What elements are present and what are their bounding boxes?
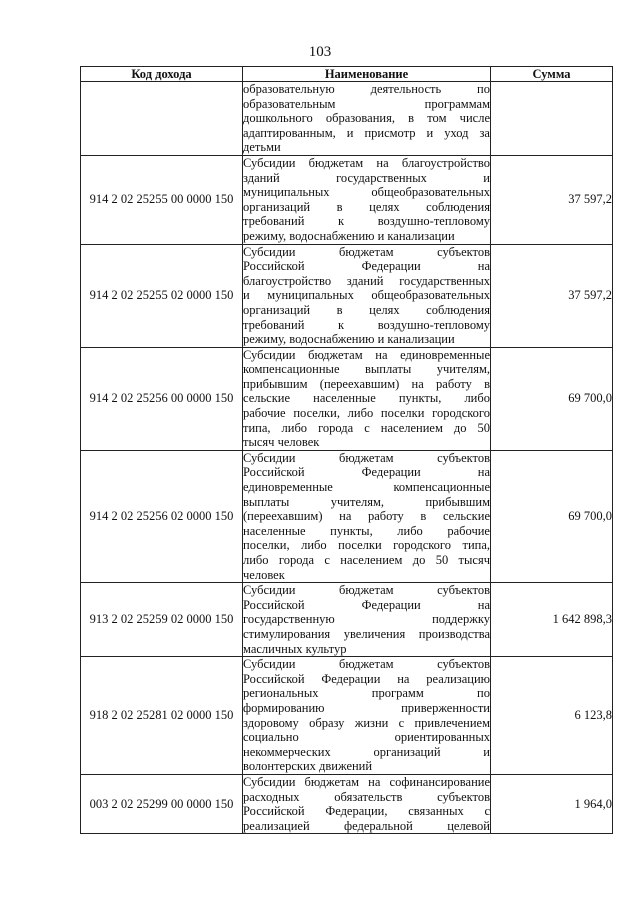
income-name-line: организаций в целях соблюдения	[243, 199, 490, 214]
income-sum: 1 642 898,3	[491, 583, 613, 657]
income-name-line: Российской Федерации на	[243, 465, 490, 480]
income-name-line: либо города с населением до 50 тысяч	[243, 553, 490, 567]
income-code: 914 2 02 25256 00 0000 150	[81, 347, 243, 450]
income-name-line: государственную поддержку	[243, 612, 490, 627]
income-name-line: организаций в целях соблюдения	[243, 302, 490, 317]
income-name-line: стимулирования увеличения производства	[243, 626, 490, 641]
income-name-line: (переехавшим) на работу в сельские	[243, 509, 490, 524]
income-name-line: человек	[243, 567, 285, 582]
income-code: 914 2 02 25255 00 0000 150	[81, 155, 243, 244]
income-name-line: прибывшим (переехавшим) на работу в	[243, 376, 490, 391]
income-name	[243, 583, 491, 657]
header-name: Наименование	[243, 67, 491, 82]
header-code: Код дохода	[81, 67, 243, 82]
table-row	[81, 774, 613, 833]
income-name-line: социально ориентированных	[243, 730, 490, 745]
income-name-line: образовательным программам	[243, 96, 490, 111]
income-name-line: Субсидии бюджетам субъектов	[243, 657, 490, 672]
income-name-line: Субсидии бюджетам на единовременные	[243, 347, 490, 362]
income-sum: 37 597,2	[491, 155, 613, 244]
income-name	[243, 774, 491, 833]
income-sum: 69 700,0	[491, 450, 613, 582]
income-name-line: требований к воздушно-тепловому	[243, 214, 490, 229]
income-name	[243, 450, 491, 582]
table-row	[81, 244, 613, 347]
income-name-line: здоровому образу жизни с привлечением	[243, 715, 490, 730]
income-name-line: формированию приверженности	[243, 700, 490, 715]
table-header-row	[81, 67, 613, 82]
income-sum: 6 123,8	[491, 657, 613, 775]
income-sum	[491, 82, 613, 156]
income-name-line: детьми	[243, 140, 281, 155]
income-name-line: образовательную деятельность по	[243, 82, 490, 96]
table-row	[81, 583, 613, 657]
income-name-line: адаптированным, и присмотр и уход за	[243, 125, 490, 140]
income-name-line: Российской Федерации, связанных с	[243, 804, 490, 819]
income-name	[243, 657, 491, 775]
income-name-line: дошкольного образования, в том числе	[243, 111, 490, 126]
income-name-line: региональных программ по	[243, 686, 490, 701]
income-code: 914 2 02 25256 02 0000 150	[81, 450, 243, 582]
income-name-line: требований к воздушно-тепловому	[243, 317, 490, 332]
income-name-line: Субсидии бюджетам на софинансирование	[243, 774, 490, 789]
income-name-line: муниципальных общеобразовательных	[243, 185, 490, 200]
table-row	[81, 347, 613, 450]
income-name-line: единовременные компенсационные	[243, 480, 490, 495]
income-code: 914 2 02 25255 02 0000 150	[81, 244, 243, 347]
income-name-line: режиму, водоснабжению и канализации	[243, 332, 455, 347]
income-name-line: расходных обязательств субъектов	[243, 789, 490, 804]
income-name-line: Российской Федерации на реализацию	[243, 671, 490, 686]
income-code: 003 2 02 25299 00 0000 150	[81, 774, 243, 833]
income-code: 918 2 02 25281 02 0000 150	[81, 657, 243, 775]
income-name-line: сельские населенные пункты, либо	[243, 391, 490, 406]
income-name-line: Российской Федерации на	[243, 597, 490, 612]
income-name-line: поселки, либо поселки городского типа,	[243, 538, 490, 553]
income-name-line: зданий государственных и	[243, 170, 490, 185]
table-row	[81, 450, 613, 582]
income-name-line: Субсидии бюджетам субъектов	[243, 583, 490, 598]
income-name	[243, 347, 491, 450]
income-name-line: Субсидии бюджетам на благоустройство	[243, 155, 490, 170]
income-sum: 69 700,0	[491, 347, 613, 450]
income-name-line: реализацией федеральной целевой	[243, 818, 490, 833]
income-name-line: волонтерских движений	[243, 759, 373, 774]
page-number: 103	[308, 44, 332, 60]
income-name-line: Субсидии бюджетам субъектов	[243, 244, 490, 259]
income-name-line: населенные пункты, либо рабочие	[243, 523, 490, 538]
table-row	[81, 82, 613, 156]
income-name-line: некоммерческих организаций и	[243, 744, 490, 759]
income-name-line: режиму, водоснабжению и канализации	[243, 228, 455, 243]
revenue-table	[80, 66, 613, 834]
income-name-line: рабочие поселки, либо поселки городского	[243, 406, 490, 421]
income-name	[243, 82, 491, 156]
income-name-line: благоустройство зданий государственных	[243, 273, 490, 288]
table-row	[81, 155, 613, 244]
header-sum: Сумма	[491, 67, 613, 82]
income-sum: 1 964,0	[491, 774, 613, 833]
income-name-line: типа, либо города с населением до 50	[243, 420, 490, 435]
income-name-line: Российской Федерации на	[243, 259, 490, 274]
income-name-line: масличных культур	[243, 641, 347, 656]
table-body	[81, 82, 613, 834]
income-name-line: выплаты учителям, прибывшим	[243, 494, 490, 509]
income-code: 913 2 02 25259 02 0000 150	[81, 583, 243, 657]
income-code	[81, 82, 243, 156]
income-name-line: и муниципальных общеобразовательных	[243, 288, 490, 303]
table-row	[81, 657, 613, 775]
income-name-line: компенсационные выплаты учителям,	[243, 362, 490, 377]
income-name-line: тысяч человек	[243, 435, 320, 450]
income-sum: 37 597,2	[491, 244, 613, 347]
income-name-line: Субсидии бюджетам субъектов	[243, 450, 490, 465]
income-name	[243, 244, 491, 347]
income-name	[243, 155, 491, 244]
